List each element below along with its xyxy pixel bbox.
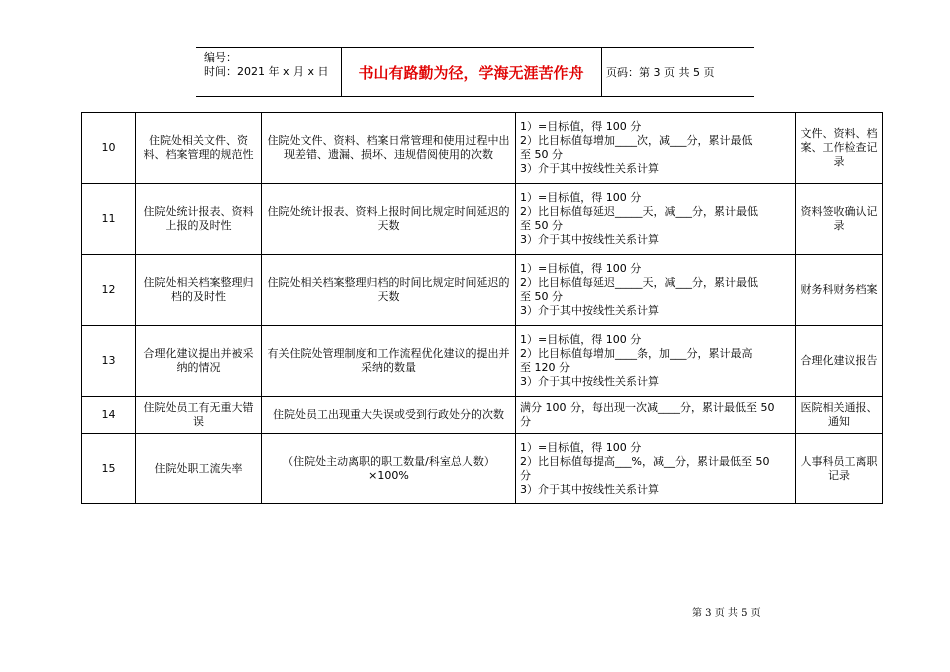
definition-cell: 住院处文件、资料、档案日常管理和使用过程中出现差错、遗漏、损坏、违规借阅使用的次数 bbox=[262, 113, 516, 184]
standard-line: 满分 100 分，每出现一次减____分，累计最低至 50 bbox=[520, 401, 775, 414]
standard-line: 2）比目标值每增加____次，减___分，累计最低 bbox=[520, 134, 753, 147]
source-cell: 资料签收确认记录 bbox=[796, 184, 883, 255]
table-row bbox=[82, 397, 883, 434]
standard-line: 1）=目标值，得 100 分 bbox=[520, 120, 642, 133]
table-row bbox=[82, 113, 883, 184]
definition-cell: 有关住院处管理制度和工作流程优化建议的提出并采纳的数量 bbox=[262, 326, 516, 397]
indicator-cell: 住院处统计报表、资料上报的及时性 bbox=[136, 184, 262, 255]
indicator-cell: 住院处员工有无重大错误 bbox=[136, 397, 262, 434]
source-cell: 合理化建议报告 bbox=[796, 326, 883, 397]
page-footer: 第 3 页 共 5 页 bbox=[692, 608, 761, 619]
row-number: 14 bbox=[82, 397, 136, 434]
definition-cell: 住院处相关档案整理归档的时间比规定时间延迟的天数 bbox=[262, 255, 516, 326]
standard-line: 分 bbox=[520, 415, 531, 428]
standard-line: 至 50 分 bbox=[520, 219, 563, 232]
definition-cell: （住院处主动离职的职工数量/科室总人数）×100% bbox=[262, 434, 516, 504]
standard-line: 3）介于其中按线性关系计算 bbox=[520, 482, 659, 496]
row-number: 13 bbox=[82, 326, 136, 397]
standard-line: 1）=目标值，得 100 分 bbox=[520, 191, 642, 204]
table-row bbox=[82, 255, 883, 326]
standard-cell bbox=[516, 255, 796, 326]
source-cell: 财务科财务档案 bbox=[796, 255, 883, 326]
definition-cell: 住院处员工出现重大失误或受到行政处分的次数 bbox=[262, 397, 516, 434]
row-number: 15 bbox=[82, 434, 136, 504]
standard-line: 1）=目标值，得 100 分 bbox=[520, 440, 642, 454]
indicator-cell: 合理化建议提出并被采纳的情况 bbox=[136, 326, 262, 397]
standard-line: 1）=目标值，得 100 分 bbox=[520, 333, 642, 346]
source-cell: 医院相关通报、通知 bbox=[796, 397, 883, 434]
standard-line: 2）比目标值每增加____条，加___分，累计最高 bbox=[520, 347, 753, 360]
standard-line: 1）=目标值，得 100 分 bbox=[520, 262, 642, 275]
row-number: 10 bbox=[82, 113, 136, 184]
standard-cell bbox=[516, 184, 796, 255]
standard-line: 3）介于其中按线性关系计算 bbox=[520, 233, 659, 246]
source-cell: 文件、资料、档案、工作检查记录 bbox=[796, 113, 883, 184]
standard-line: 2）比目标值每延迟_____天，减___分，累计最低 bbox=[520, 205, 758, 218]
standard-line: 至 120 分 bbox=[520, 361, 570, 374]
standard-line: 2）比目标值每延迟_____天，减___分，累计最低 bbox=[520, 276, 758, 289]
row-number: 11 bbox=[82, 184, 136, 255]
indicator-cell: 住院处职工流失率 bbox=[136, 434, 262, 504]
standard-line: 至 50 分 bbox=[520, 148, 563, 161]
standard-line: 分 bbox=[520, 468, 531, 482]
indicator-cell: 住院处相关文件、资料、档案管理的规范性 bbox=[136, 113, 262, 184]
page-header bbox=[196, 47, 754, 97]
header-page-info: 页码：第 3 页 共 5 页 bbox=[606, 66, 715, 79]
standard-cell bbox=[516, 397, 796, 434]
standard-cell bbox=[516, 113, 796, 184]
code-label: 编号： bbox=[204, 51, 237, 64]
row-number: 12 bbox=[82, 255, 136, 326]
indicator-cell: 住院处相关档案整理归档的及时性 bbox=[136, 255, 262, 326]
definition-cell: 住院处统计报表、资料上报时间比规定时间延迟的天数 bbox=[262, 184, 516, 255]
header-divider bbox=[601, 48, 602, 96]
standard-line: 3）介于其中按线性关系计算 bbox=[520, 162, 659, 175]
time-label: 时间：2021 年 x 月 x 日 bbox=[204, 65, 329, 78]
header-meta bbox=[204, 51, 329, 79]
standard-line: 2）比目标值每提高___%，减__分，累计最低至 50 bbox=[520, 454, 770, 468]
standard-cell bbox=[516, 434, 796, 504]
standard-cell bbox=[516, 326, 796, 397]
standard-line: 3）介于其中按线性关系计算 bbox=[520, 375, 659, 388]
table-row bbox=[82, 184, 883, 255]
standard-line: 3）介于其中按线性关系计算 bbox=[520, 304, 659, 317]
table-row bbox=[82, 326, 883, 397]
header-slogan: 书山有路勤为径，学海无涯苦作舟 bbox=[358, 63, 584, 82]
standard-line: 至 50 分 bbox=[520, 290, 563, 303]
table-row bbox=[82, 434, 883, 504]
source-cell: 人事科员工离职记录 bbox=[796, 434, 883, 504]
kpi-table bbox=[81, 112, 883, 504]
